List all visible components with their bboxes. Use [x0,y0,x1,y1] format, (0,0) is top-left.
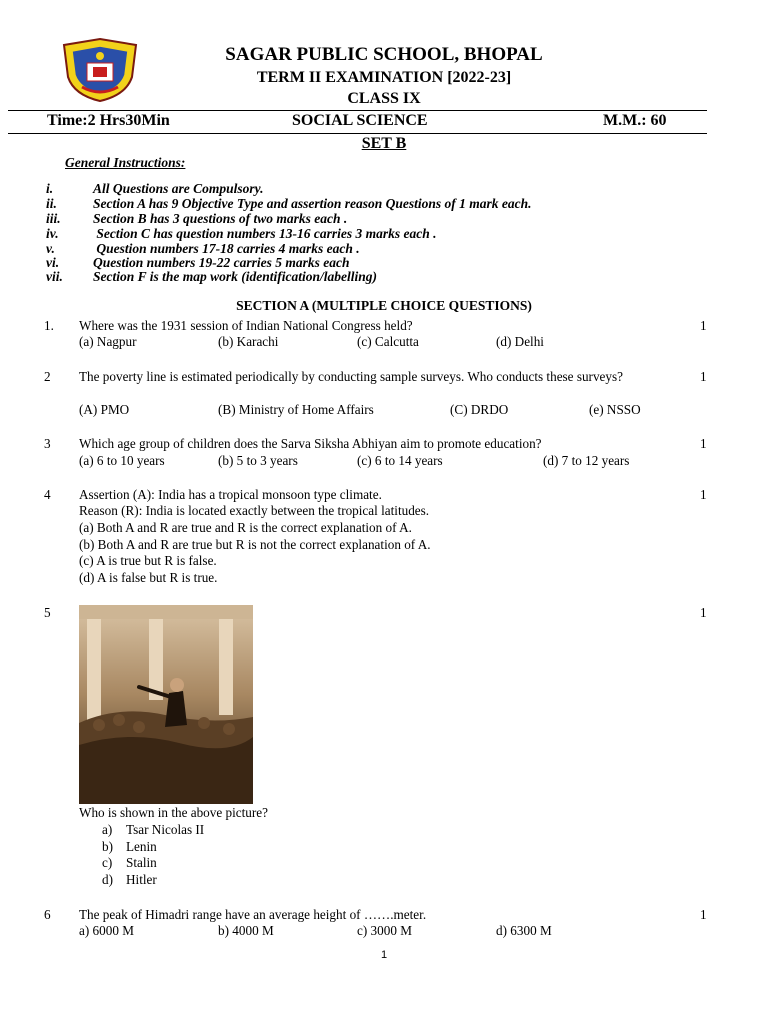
reason-line: Reason (R): India is located exactly between the tropical latitudes. [79,503,430,518]
option: (A) PMO [79,402,130,417]
option: (d) Delhi [496,334,544,349]
question-number: 4 [44,487,51,502]
question-number: 5 [44,605,51,620]
option: (a) Nagpur [79,334,137,349]
instruction-text: Section A has 9 Objective Type and assertion reason Questions of 1 mark each. [93,196,532,211]
option: (c) A is true but R is false. [79,553,217,568]
option: (d) 7 to 12 years [543,453,630,468]
school-name: SAGAR PUBLIC SCHOOL, BHOPAL [225,44,543,65]
option: (b) Both A and R are true but R is not the correct explanation of A. [79,537,431,552]
option: (C) DRDO [450,402,509,417]
instruction-text: Section F is the map work (identification/labelling) [93,269,378,284]
instruction-text: Question numbers 19-22 carries 5 marks each [93,255,350,270]
historical-photo [79,605,253,804]
class-title: CLASS IX [347,90,421,107]
option: d) 6300 M [496,923,552,938]
option: Lenin [126,839,157,854]
option: (b) Karachi [218,334,279,349]
instruction-text: Section B has 3 questions of two marks each . [93,211,348,226]
option: (d) A is false but R is true. [79,570,218,585]
option: c) 3000 M [357,923,412,938]
instruction-num: ii. [46,196,57,211]
question-text: The poverty line is estimated periodically by conducting sample surveys. Who conducts these surveys? [79,369,623,384]
option-letter: c) [102,855,113,870]
instruction-num: v. [46,241,55,256]
question-number: 3 [44,436,51,451]
option-letter: d) [102,872,113,887]
instruction-num: vii. [46,269,63,284]
instruction-num: vi. [46,255,60,270]
instruction-text: Question numbers 17-18 carries 4 marks each . [93,241,360,256]
instruction-num: iii. [46,211,61,226]
section-a-title: SECTION A (MULTIPLE CHOICE QUESTIONS) [236,298,532,313]
question-number: 2 [44,369,51,384]
question-marks: 1 [700,605,707,620]
instructions-title: General Instructions: [65,155,186,170]
option: (b) 5 to 3 years [218,453,298,468]
option-letter: b) [102,839,113,854]
exam-title: TERM II EXAMINATION [2022-23] [256,69,512,86]
question-number: 1. [44,318,54,333]
subject-label: SOCIAL SCIENCE [292,112,428,129]
question-text: The peak of Himadri range have an average height of …….meter. [79,907,427,922]
option: (B) Ministry of Home Affairs [218,402,374,417]
question-marks: 1 [700,318,707,333]
set-label: SET B [361,135,407,152]
option: Tsar Nicolas II [126,822,205,837]
assertion-line: Assertion (A): India has a tropical monsoon type climate. [79,487,382,502]
header-rule-top [8,110,707,111]
question-marks: 1 [700,369,707,384]
instruction-text: All Questions are Compulsory. [93,181,264,196]
option: (c) Calcutta [357,334,419,349]
instruction-num: iv. [46,226,59,241]
question-text: Where was the 1931 session of Indian National Congress held? [79,318,413,333]
max-marks-label: M.M.: 60 [603,112,667,129]
instruction-text: Section C has question numbers 13-16 carries 3 marks each . [93,226,437,241]
question-marks: 1 [700,436,707,451]
option: a) 6000 M [79,923,134,938]
page-number: 1 [380,949,388,961]
option: b) 4000 M [218,923,274,938]
option: (a) Both A and R are true and R is the correct explanation of A. [79,520,412,535]
instruction-num: i. [46,181,54,196]
option: (a) 6 to 10 years [79,453,165,468]
option: (e) NSSO [589,402,641,417]
time-label: Time:2 Hrs30Min [47,112,170,129]
question-number: 6 [44,907,51,922]
question-text: Who is shown in the above picture? [79,805,268,820]
option: Hitler [126,872,157,887]
question-text: Which age group of children does the Sarva Siksha Abhiyan aim to promote education? [79,436,542,451]
header-rule-bottom [8,133,707,134]
option: (c) 6 to 14 years [357,453,443,468]
question-marks: 1 [700,907,707,922]
option: Stalin [126,855,157,870]
option-letter: a) [102,822,113,837]
question-marks: 1 [700,487,707,502]
